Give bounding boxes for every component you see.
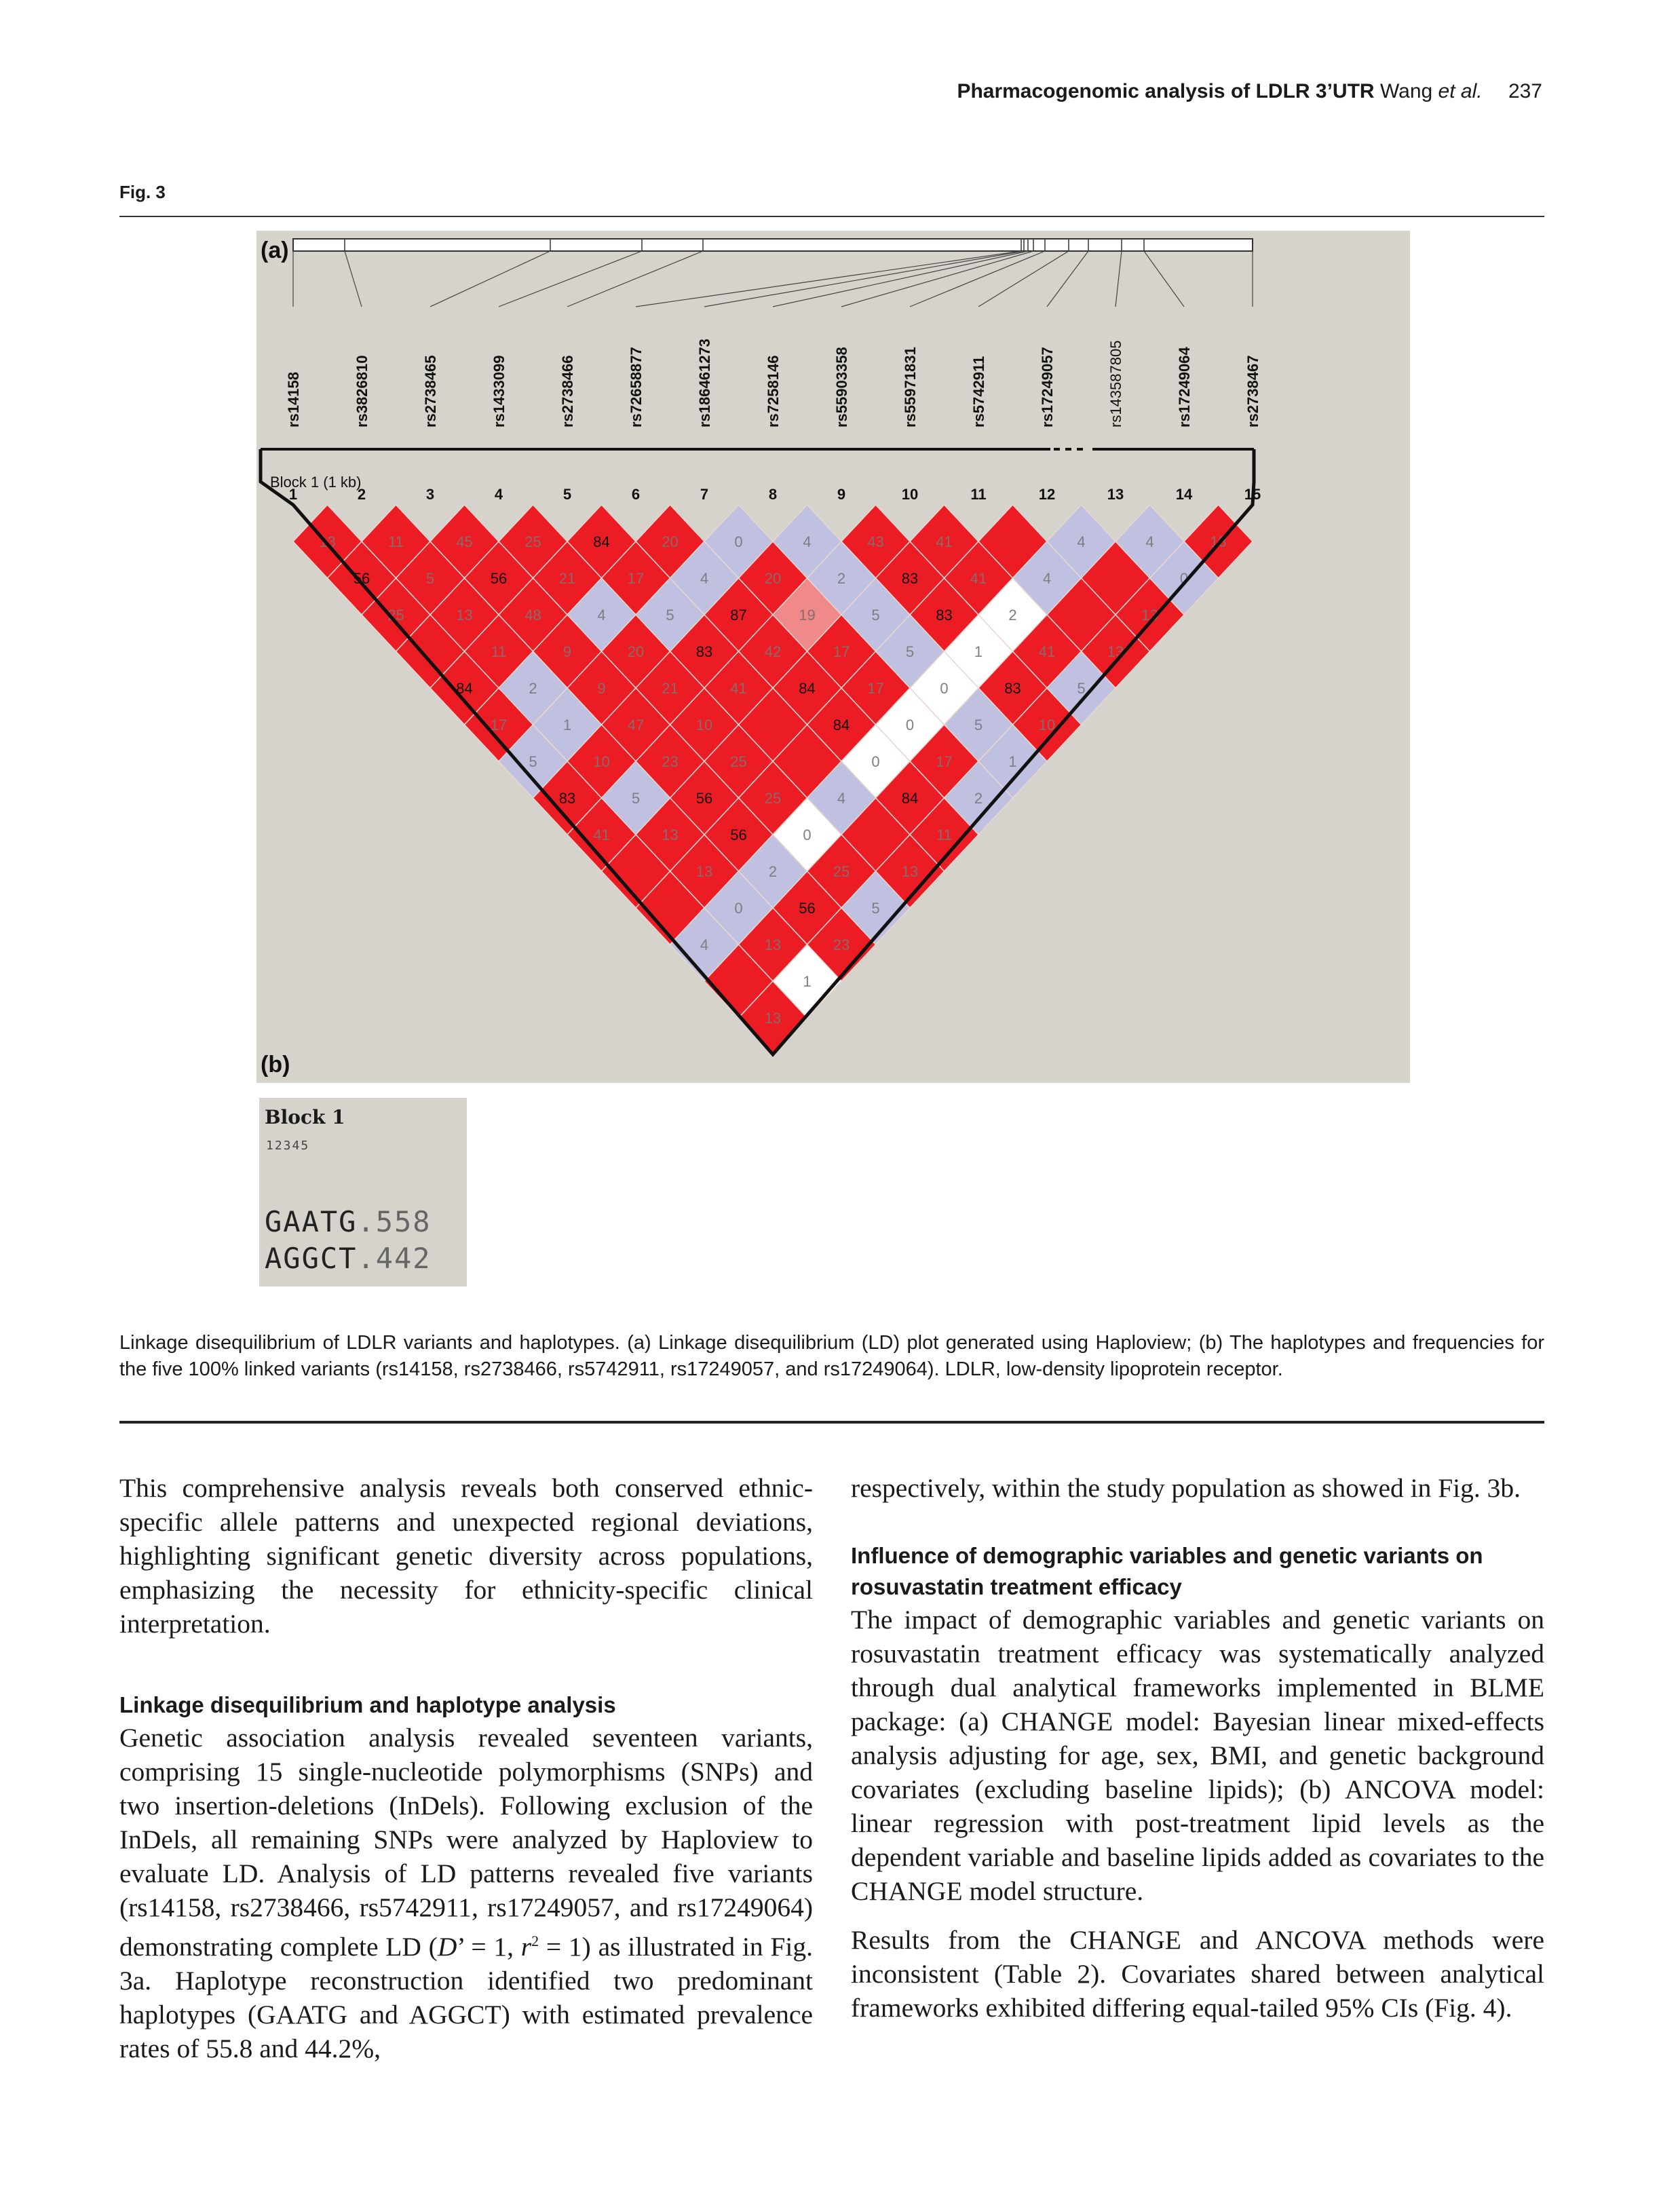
ld-value-label: 1 — [1008, 753, 1017, 770]
ld-value-label: 41 — [730, 680, 747, 697]
ld-value-label: 4 — [700, 570, 709, 587]
ld-value-label: 83 — [558, 790, 576, 807]
map-connector-line — [704, 251, 1024, 307]
ld-value-label: 19 — [799, 607, 816, 624]
ld-value-label: 1 — [803, 973, 812, 990]
snp-name: rs1433099 — [491, 355, 508, 427]
ld-value-label: 11 — [491, 643, 507, 660]
ld-value-label: 1 — [974, 643, 983, 660]
haplotype-frequency: .558 — [357, 1205, 432, 1238]
caption-rule — [119, 1421, 1544, 1424]
snp-name: rs72658877 — [628, 347, 645, 427]
ld-value-label: 5 — [666, 607, 674, 624]
ld-value-label: 5 — [871, 607, 880, 624]
ld-value-label: 11 — [388, 533, 404, 550]
snp-name: rs7258146 — [765, 355, 782, 427]
snp-index: 13 — [1107, 486, 1124, 503]
ld-value-label: 56 — [353, 570, 370, 587]
ld-value-label: 21 — [662, 680, 679, 697]
snp-name: rs17249064 — [1176, 347, 1193, 427]
physical-map-bar — [293, 239, 1253, 251]
ld-value-label: 41 — [936, 533, 953, 550]
running-head — [957, 80, 1542, 103]
snp-name: rs5742911 — [970, 356, 987, 427]
haplotype-block-title: Block 1 — [265, 1106, 345, 1128]
page-number: 237 — [1508, 80, 1542, 102]
snp-index: 1 — [288, 486, 298, 503]
ld-value-label: 83 — [936, 607, 953, 624]
ld-value-label: 23 — [833, 936, 850, 953]
paragraph: Results from the CHANGE and ANCOVA methods were inconsistent (Table 2). Covariates shared between analytical frameworks exhibited differing equal-tailed 95% CIs (Fig. 4). — [851, 1925, 1544, 2023]
snp-index: 6 — [631, 486, 641, 503]
ld-value-label: 20 — [662, 533, 679, 550]
ld-value-label: 84 — [799, 680, 816, 697]
ld-value-label: 4 — [837, 790, 846, 807]
figure-label: Fig. 3 — [119, 182, 166, 202]
ld-value-label: 83 — [1004, 680, 1021, 697]
paragraph — [119, 1721, 813, 2065]
ld-value-label: 5 — [631, 790, 641, 807]
figure-top-rule — [119, 216, 1544, 217]
ld-value-label: 4 — [803, 533, 812, 550]
ld-value-label: 41 — [970, 570, 987, 587]
block-label: Block 1 (1 kb) — [270, 474, 362, 491]
map-connector-line — [978, 251, 1069, 307]
ld-value-label: 17 — [627, 570, 645, 587]
ld-value-label: 56 — [490, 570, 508, 587]
ld-value-label: 9 — [562, 643, 572, 660]
ld-value-label: 0 — [803, 826, 812, 843]
map-connector-line — [1144, 251, 1184, 307]
ld-value-label: 11 — [936, 826, 952, 843]
ld-value-label: 0 — [871, 753, 880, 770]
ld-value-label: 13 — [764, 936, 782, 953]
superscript: 2 — [531, 1932, 539, 1949]
snp-name: rs55903358 — [833, 347, 850, 427]
ld-value-label: 4 — [1145, 533, 1154, 550]
ld-value-label: 84 — [901, 790, 919, 807]
map-connector-line — [636, 251, 1021, 307]
d-prime-symbol: D — [437, 1932, 457, 1962]
ld-plot — [256, 231, 1410, 1083]
ld-value-label: 25 — [525, 533, 541, 550]
ld-value-label: 47 — [627, 717, 645, 733]
ld-value-label: 13 — [901, 863, 919, 880]
map-connector-line — [773, 251, 1028, 307]
ld-value-label: 87 — [730, 607, 747, 624]
snp-name: rs2738467 — [1244, 355, 1261, 427]
ld-value-label: 42 — [764, 643, 782, 660]
ld-value-label: 4 — [1077, 533, 1086, 550]
ld-value-label: 21 — [558, 570, 576, 587]
ld-value-label: 10 — [695, 717, 713, 733]
haplotype-panel — [259, 1098, 467, 1286]
ld-value-label: 4 — [700, 936, 709, 953]
ld-value-label: 10 — [593, 753, 610, 770]
ld-value-label: 17 — [936, 753, 953, 770]
map-connector-line — [567, 251, 703, 307]
ld-value-label: 2 — [768, 863, 778, 880]
ld-value-label: 2 — [1008, 607, 1017, 624]
ld-value-label: 25 — [833, 863, 850, 880]
snp-index: 4 — [494, 486, 503, 503]
ld-value-label: 84 — [833, 717, 850, 733]
ld-value-label: 25 — [387, 607, 404, 624]
map-connector-line — [499, 251, 642, 307]
ld-value-label: 84 — [456, 680, 473, 697]
ld-value-label: 41 — [593, 826, 610, 843]
ld-value-label: 4 — [597, 607, 606, 624]
ld-value-label: 5 — [905, 643, 915, 660]
snp-name: rs14158 — [285, 372, 302, 427]
ld-value-label: 13 — [662, 826, 679, 843]
ld-value-label: 13 — [1141, 607, 1158, 624]
ld-value-label: 41 — [1038, 643, 1056, 660]
snp-index: 15 — [1244, 486, 1261, 503]
text-run: ’ = 1, — [457, 1932, 521, 1962]
snp-index: 8 — [768, 486, 778, 503]
section-heading: Linkage disequilibrium and haplotype analysis — [119, 1692, 616, 1717]
ld-value-label: 25 — [730, 753, 747, 770]
ld-value-label: 17 — [867, 680, 884, 697]
running-head-title: Pharmacogenomic analysis of LDLR 3’UTR — [957, 80, 1375, 102]
ld-value-label: 5 — [425, 570, 435, 587]
ld-value-label: 5 — [871, 900, 880, 917]
paragraph: respectively, within the study population as showed in Fig. 3b. — [851, 1473, 1521, 1503]
ld-value-label: 0 — [1179, 570, 1189, 587]
ld-value-label: 17 — [833, 643, 850, 660]
ld-value-label: 20 — [627, 643, 645, 660]
haplotype-frequency: .442 — [357, 1242, 432, 1275]
ld-value-label: 25 — [764, 790, 782, 807]
ld-value-label: 23 — [662, 753, 679, 770]
paragraph: The impact of demographic variables and genetic variants on rosuvastatin treatment efficacy was systematically analyzed through dual analytical frameworks implemented in BLME package: (a) CHANGE model: Bayesian linear mixed-effects analysis adjusting for age, sex, BMI, and genetic background covariates (excluding baseline lipids); (b) ANCOVA model: linear regression with post-treatment lipid levels as the dependent variable and baseline lipids added as covariates to the CHANGE model structure. — [851, 1605, 1544, 1906]
snp-index: 14 — [1175, 486, 1193, 503]
map-connector-line — [841, 251, 1033, 307]
text-run: Genetic association analysis revealed seventeen variants, comprising 15 single-nucleotide polymorphisms (SNPs) and two insertion-deletions (InDels). Following exclusion of the InDels, all remaining SNPs were analyzed by Haploview to evaluate LD. Analysis of LD patterns revealed five variants (rs14158, rs2738466, rs5742911, rs17249057, and rs17249064) demonstrating complete LD ( — [119, 1723, 813, 1962]
ld-value-label: 83 — [695, 643, 713, 660]
figure-caption: Linkage disequilibrium of LDLR variants and haplotypes. (a) Linkage disequilibrium (LD) plot generated using Haploview; (b) The haplotypes and frequencies for the five 100% linked variants (rs14158, rs2738466, rs5742911, rs17249057, and rs17249064). LDLR, low-density lipoprotein receptor. — [119, 1332, 1544, 1380]
ld-value-label: 56 — [799, 900, 816, 917]
ld-value-label: 4 — [1042, 570, 1052, 587]
ld-value-label: 5 — [529, 753, 537, 770]
snp-index: 11 — [970, 486, 987, 503]
snp-index: 7 — [700, 486, 709, 503]
ld-value-label: 2 — [529, 680, 537, 697]
snp-name: rs186461273 — [696, 339, 713, 427]
section-heading: Influence of demographic variables and genetic variants on rosuvastatin treatment efficacy — [851, 1543, 1483, 1599]
ld-value-label: 13 — [456, 607, 473, 624]
ld-plot-panel — [256, 231, 1410, 1083]
ld-value-label: 0 — [940, 680, 949, 697]
paragraph: This comprehensive analysis reveals both conserved ethnic-specific allele patterns and unexpected regional deviations, highlighting significant genetic diversity across populations, emphasizing the necessity for ethnicity-specific clinical interpretation. — [119, 1473, 813, 1639]
map-connector-line — [345, 251, 362, 307]
ld-value-label: 56 — [730, 826, 747, 843]
snp-index: 5 — [562, 486, 572, 503]
ld-value-label: 9 — [597, 680, 606, 697]
snp-name: rs17249057 — [1039, 347, 1056, 427]
ld-value-label: 5 — [1077, 680, 1086, 697]
ld-value-label: 10 — [1038, 717, 1056, 733]
snp-index: 9 — [837, 486, 846, 503]
ld-value-label: 0 — [905, 717, 915, 733]
haplotype-row — [265, 1205, 432, 1238]
snp-name: rs2738465 — [422, 355, 439, 427]
running-head-authors: Wang — [1379, 80, 1433, 102]
ld-value-label: 43 — [867, 533, 884, 550]
panel-b-label: (b) — [261, 1052, 290, 1078]
map-connector-line — [1047, 251, 1088, 307]
ld-value-label: 20 — [764, 570, 782, 587]
map-connector-line — [430, 251, 550, 307]
panel-a-label: (a) — [261, 237, 289, 263]
haplotype-sequence: AGGCT — [265, 1242, 358, 1275]
ld-value-label: 45 — [456, 533, 473, 550]
ld-value-label: 5 — [974, 717, 983, 733]
snp-name: rs2738466 — [559, 355, 576, 427]
haplotype-row — [265, 1242, 432, 1275]
ld-value-label: 2 — [837, 570, 846, 587]
map-connector-line — [1115, 251, 1122, 307]
haplotype-marker-numbers: 12345 — [266, 1139, 310, 1153]
ld-value-label: 2 — [974, 790, 983, 807]
snp-name: rs143587805 — [1107, 340, 1124, 427]
ld-value-label: 0 — [734, 900, 743, 917]
ld-value-label: 56 — [695, 790, 713, 807]
left-column — [119, 1471, 813, 2065]
haplotype-sequence: GAATG — [265, 1205, 358, 1238]
text-run: = 1) as illustrated in Fig. 3a. Haplotype reconstruction identified two predominant haplotypes (GAATG and AGGCT) with estimated prevalence rates of 55.8 and 44.2%, — [119, 1932, 813, 2064]
ld-value-label: 13 — [695, 863, 713, 880]
ld-value-label: 13 — [1210, 533, 1227, 550]
snp-index: 3 — [425, 486, 435, 503]
ld-value-label: 84 — [593, 533, 610, 550]
snp-index: 10 — [901, 486, 919, 503]
ld-value-label: 13 — [1107, 643, 1124, 660]
snp-name: rs55971831 — [902, 347, 919, 427]
ld-value-label: 83 — [901, 570, 919, 587]
running-head-etal: et al. — [1438, 80, 1483, 102]
ld-value-label: 17 — [490, 717, 508, 733]
r-symbol: r — [520, 1932, 532, 1962]
snp-index: 2 — [357, 486, 366, 503]
snp-name: rs3826810 — [354, 355, 370, 427]
snp-index: 12 — [1038, 486, 1056, 503]
ld-value-label: 48 — [525, 607, 541, 624]
ld-value-label: 13 — [764, 1010, 782, 1027]
right-column — [851, 1471, 1544, 2025]
ld-value-label: 1 — [562, 717, 572, 733]
ld-value-label: 0 — [734, 533, 743, 550]
ld-value-label: 13 — [319, 533, 336, 550]
